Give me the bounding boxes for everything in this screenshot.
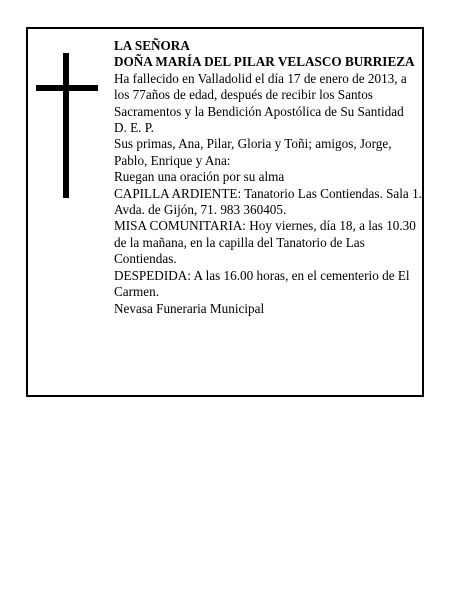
chapel-info: CAPILLA ARDIENTE: Tanatorio Las Contiendas. Sala 1. Avda. de Gijón, 71. 983 360405.: [114, 185, 422, 218]
mass-info: MISA COMUNITARIA: Hoy viernes, día 18, a las 10.30 de la mañana, en la capilla del Tanatorio de Las Contiendas.: [114, 218, 416, 267]
obituary-text: [114, 38, 424, 317]
notice-heading-title: LA SEÑORA: [114, 38, 190, 53]
farewell-info: DESPEDIDA: A las 16.00 horas, en el cementerio de El Carmen.: [114, 267, 410, 300]
family-line: Sus primas, Ana, Pilar, Gloria y Toñi; amigos, Jorge, Pablo, Enrique y Ana:: [114, 136, 392, 168]
funeral-home: Nevasa Funeraria Municipal: [114, 300, 265, 316]
deceased-name: DOÑA MARÍA DEL PILAR VELASCO BURRIEZA: [114, 54, 415, 70]
cross-icon: [36, 53, 98, 198]
cross-horizontal-bar: [36, 85, 98, 91]
rip-line: D. E. P.: [114, 120, 154, 136]
prayer-request: Ruegan una oración por su alma: [114, 169, 285, 185]
death-statement: Ha fallecido en Valladolid el día 17 de enero de 2013, a los 77años de edad, después de recibir los Santos Sacramentos y la Bendición Apostólica de Su Santidad: [114, 70, 407, 119]
cross-vertical-bar: [63, 53, 69, 198]
